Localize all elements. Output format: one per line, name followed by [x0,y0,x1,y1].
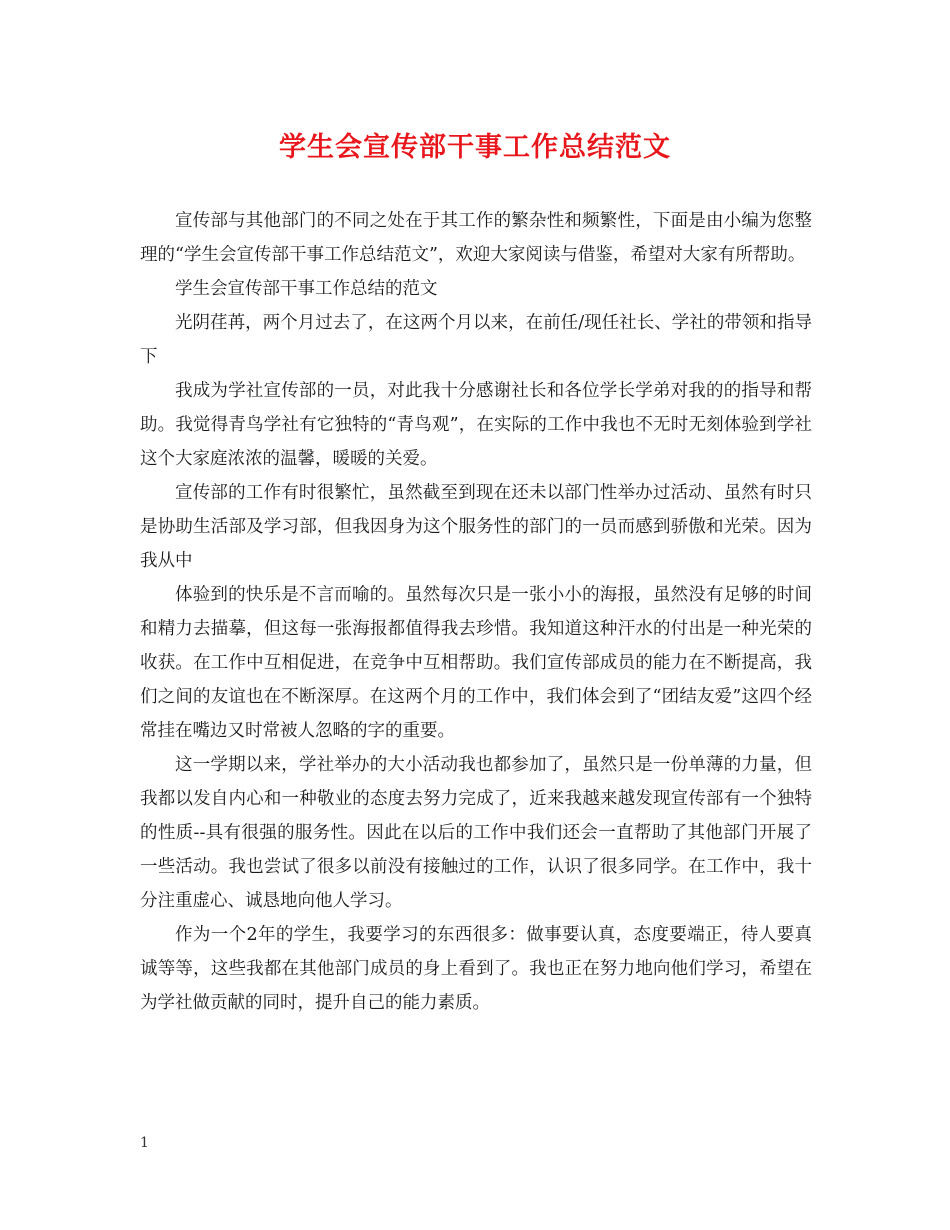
paragraph-subtitle: 学生会宣传部干事工作总结的范文 [175,279,438,299]
paragraph: 这一学期以来，学社举办的大小活动我也都参加了，虽然只是一份单薄的力量，但我都以发自内心和一种敬业的态度去努力完成了，近来我越来越发现宣传部有一个独特的性质--具有很强的服务性。因此在以后的工作中我们还会一直帮助了其他部门开展了一些活动。我也尝试了很多以前没有接触过的工作，认识了很多同学。在工作中，我十分注重虚心、诚恳地向他人学习。 [140,755,812,911]
paragraph: 光阴荏苒，两个月过去了，在这两个月以来，在前任/现任社长、学社的带领和指导下 [140,313,812,367]
paragraph: 我成为学社宣传部的一员，对此我十分感谢社长和各位学长学弟对我的的指导和帮助。我觉得青鸟学社有它独特的“青鸟观”，在实际的工作中我也不无时无刻体验到学社这个大家庭浓浓的温馨，暖暖的关爱。 [140,381,812,469]
paragraph-intro: 宣传部与其他部门的不同之处在于其工作的繁杂性和频繁性，下面是由小编为您整理的“学生会宣传部干事工作总结范文”，欢迎大家阅读与借鉴，希望对大家有所帮助。 [140,211,812,265]
paragraph: 作为一个2年的学生，我要学习的东西很多：做事要认真，态度要端正，待人要真诚等等，这些我都在其他部门成员的身上看到了。我也正在努力地向他们学习，希望在为学社做贡献的同时，提升自己的能力素质。 [140,925,812,1013]
page-number: 1 [140,1135,149,1151]
paragraph: 宣传部的工作有时很繁忙，虽然截至到现在还未以部门性举办过活动、虽然有时只是协助生活部及学习部，但我因身为这个服务性的部门的一员而感到骄傲和光荣。因为我从中 [140,483,812,571]
paragraph: 体验到的快乐是不言而喻的。虽然每次只是一张小小的海报，虽然没有足够的时间和精力去描摹，但这每一张海报都值得我去珍惜。我知道这种汗水的付出是一种光荣的收获。在工作中互相促进，在竞争中互相帮助。我们宣传部成员的能力在不断提高，我们之间的友谊也在不断深厚。在这两个月的工作中，我们体会到了“团结友爱”这四个经常挂在嘴边又时常被人忽略的字的重要。 [140,585,812,741]
document-body [140,204,812,1020]
document-title: 学生会宣传部干事工作总结范文 [279,132,671,163]
